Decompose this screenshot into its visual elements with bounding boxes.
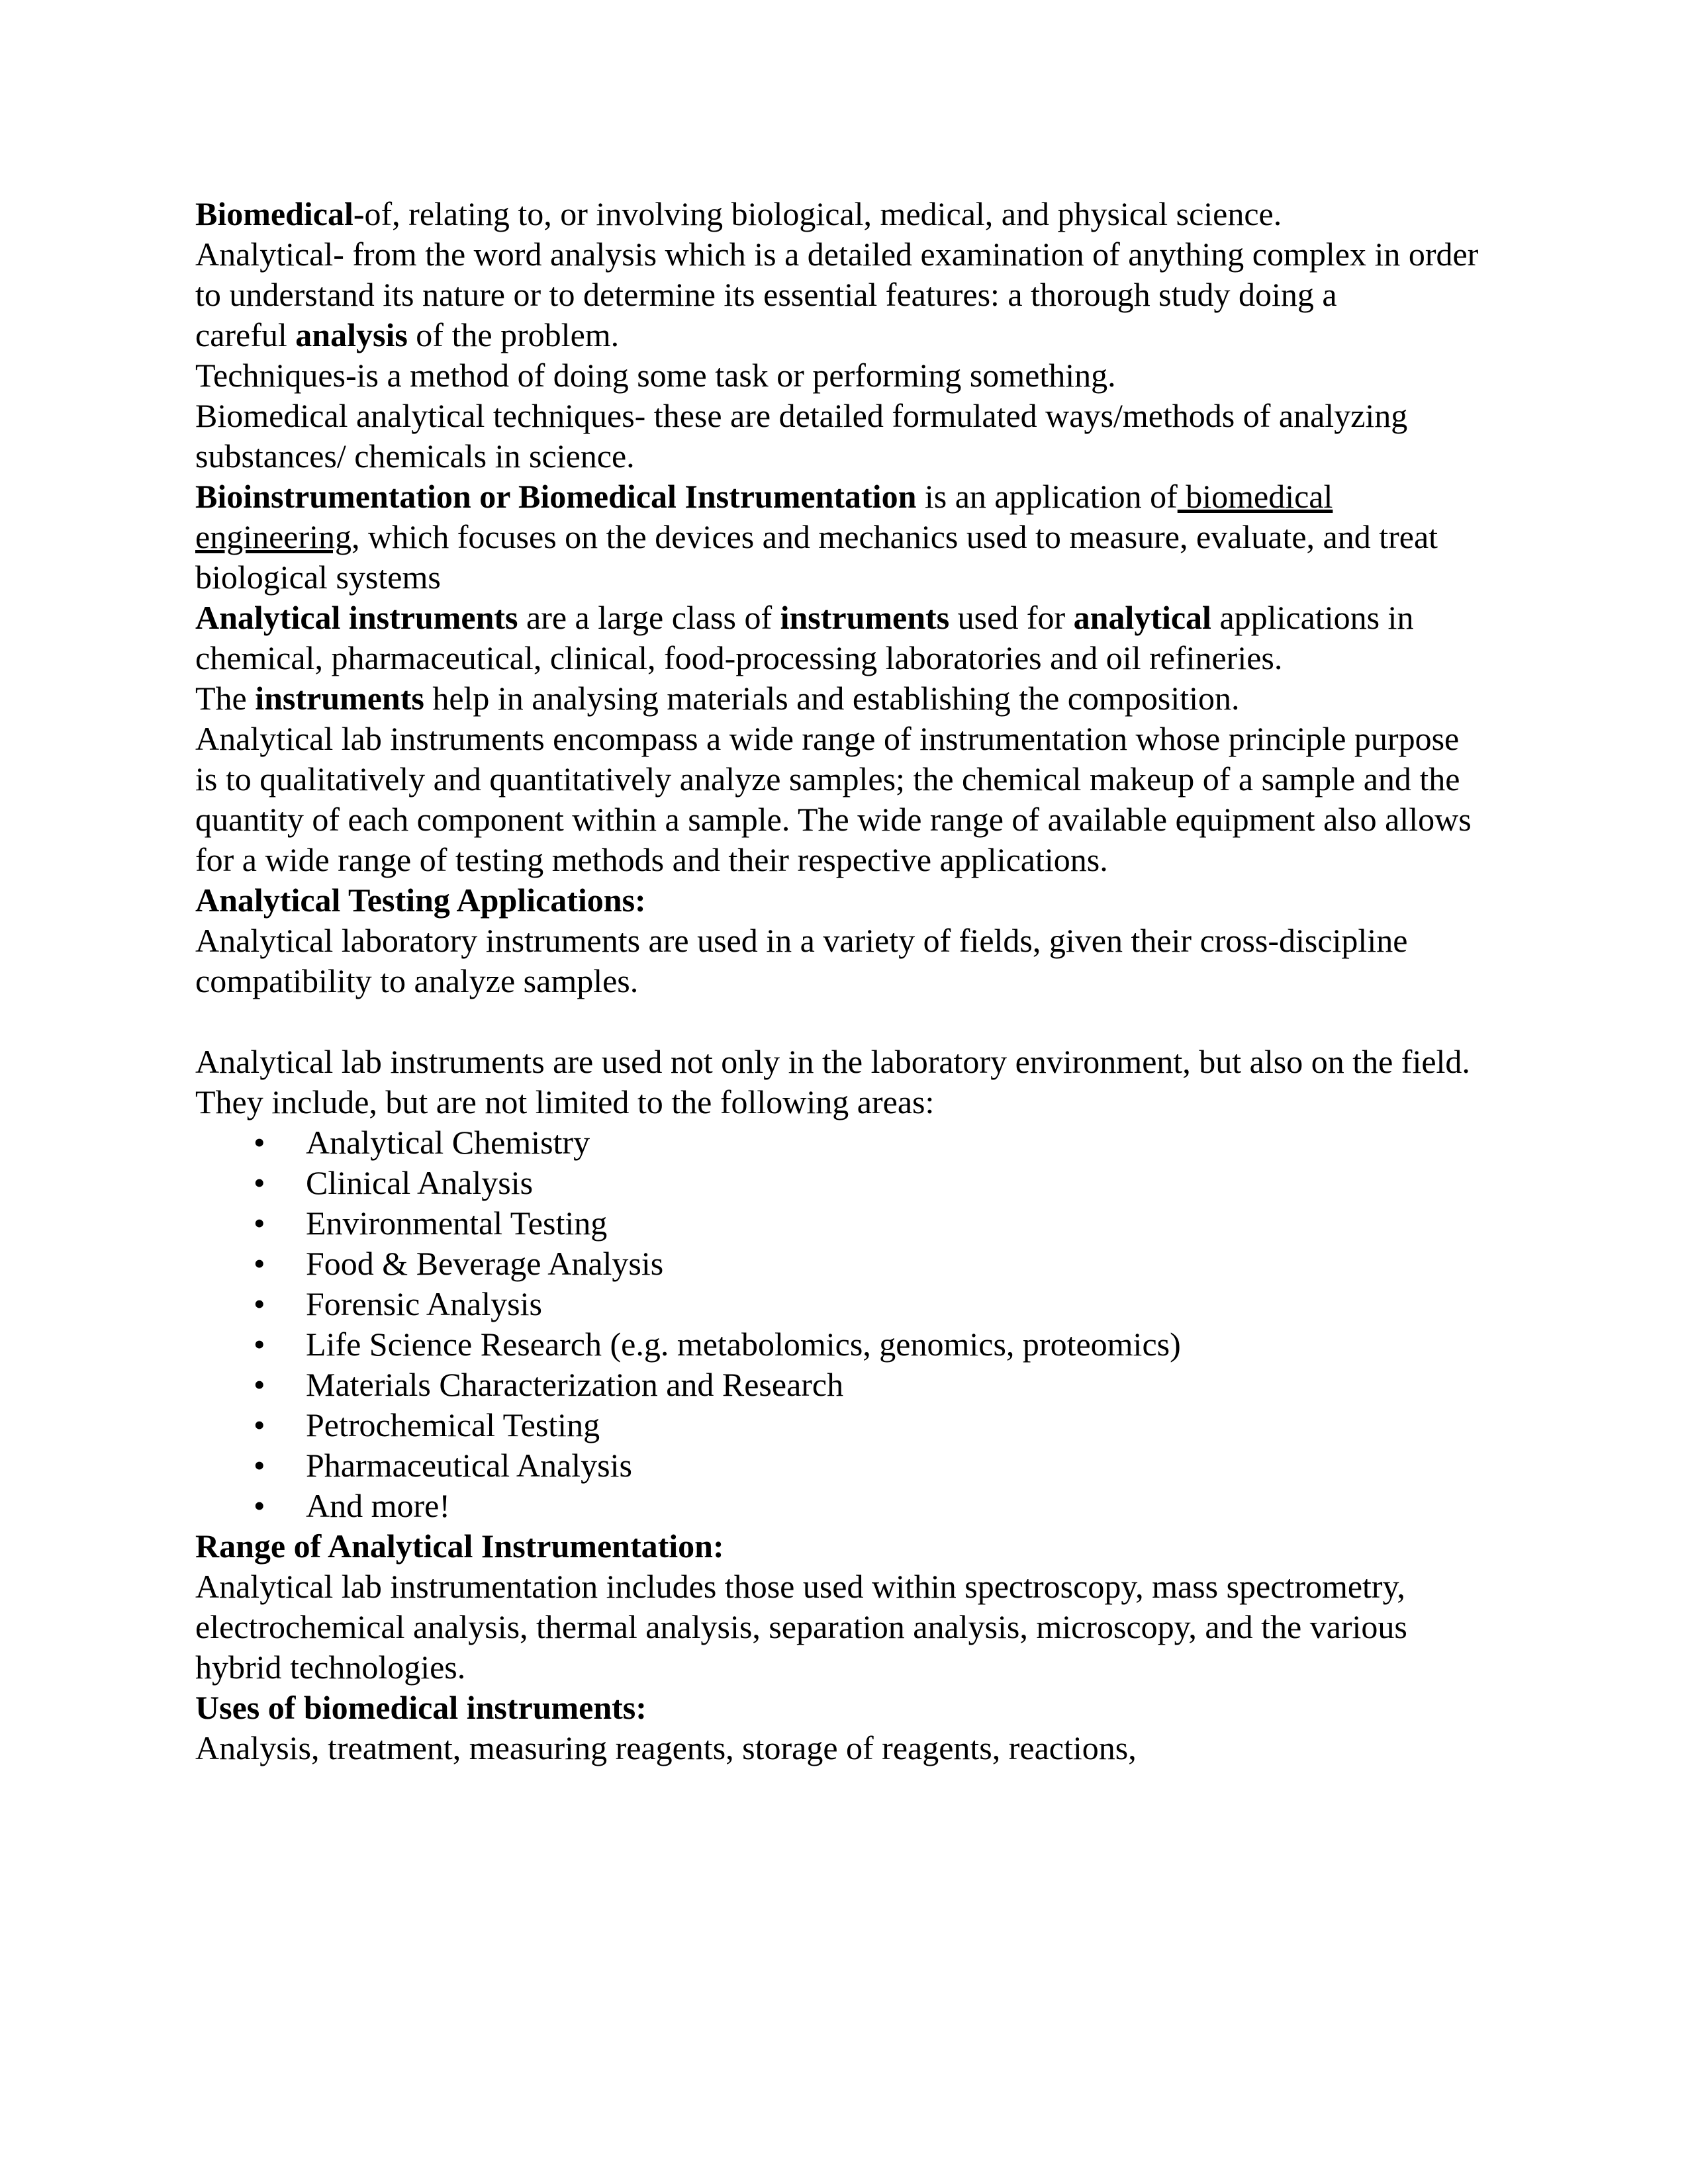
text-line — [195, 759, 1493, 799]
text-segment: for a wide range of testing methods and their respective applications. — [195, 841, 1108, 878]
bullet-list-item-label: Pharmaceutical Analysis — [306, 1447, 632, 1484]
text-segment: are a large class of — [518, 599, 780, 636]
text-line — [195, 275, 1493, 315]
bullet-icon: • — [254, 1205, 265, 1242]
text-segment: to understand its nature or to determine its essential features: a thorough study doing a — [195, 276, 1337, 313]
bullet-list-item — [195, 1203, 1493, 1244]
text-segment: chemical, pharmaceutical, clinical, food-processing laboratories and oil refineries. — [195, 639, 1283, 676]
text-segment: analysis — [295, 316, 408, 353]
bullet-list-item — [195, 1122, 1493, 1163]
bullet-list-item-label: Forensic Analysis — [306, 1285, 542, 1322]
text-segment: Analytical lab instruments encompass a wide range of instrumentation whose principle purpose — [195, 720, 1460, 757]
text-line — [195, 961, 1493, 1001]
text-segment: analytical — [1073, 599, 1211, 636]
bullet-list-item — [195, 1405, 1493, 1445]
text-segment: Analytical instruments — [195, 599, 518, 636]
text-line — [195, 234, 1493, 275]
text-segment: Analytical laboratory instruments are used in a variety of fields, given their cross-discipline — [195, 922, 1408, 959]
bullet-icon: • — [254, 1406, 265, 1443]
bullet-list-item-label: Food & Beverage Analysis — [306, 1245, 664, 1282]
bullet-list-item — [195, 1324, 1493, 1365]
text-segment: is to qualitatively and quantitatively analyze samples; the chemical makeup of a sample and the — [195, 760, 1460, 797]
bullet-list-item-label: Life Science Research (e.g. metabolomics, genomics, proteomics) — [306, 1326, 1181, 1363]
text-segment: instruments — [780, 599, 950, 636]
text-segment: Analytical Testing Applications: — [195, 882, 646, 919]
text-line — [195, 1728, 1493, 1768]
text-line — [195, 436, 1493, 477]
text-segment: , which focuses on the devices and mechanics used to measure, evaluate, and treat — [352, 518, 1438, 555]
text-line — [195, 1688, 1493, 1728]
bullet-list-item — [195, 1163, 1493, 1203]
text-segment: Analytical- from the word analysis which is a detailed examination of anything complex in order — [195, 236, 1479, 273]
text-line — [195, 517, 1493, 557]
bullet-list-item-label: Environmental Testing — [306, 1205, 608, 1242]
bullet-list-item-label: Clinical Analysis — [306, 1164, 534, 1201]
bullet-list-item — [195, 1284, 1493, 1324]
text-line — [195, 355, 1493, 396]
text-segment: Biomedical- — [195, 195, 365, 232]
text-line — [195, 638, 1493, 678]
text-segment: applications in — [1211, 599, 1414, 636]
text-line — [195, 396, 1493, 436]
text-segment: instruments — [255, 680, 424, 717]
text-segment: biological systems — [195, 559, 441, 596]
bullet-icon: • — [254, 1245, 265, 1282]
text-line — [195, 315, 1493, 355]
text-segment: They include, but are not limited to the following areas: — [195, 1083, 935, 1120]
text-segment: is an application of — [916, 478, 1178, 515]
text-line — [195, 1567, 1493, 1607]
text-segment: hybrid technologies. — [195, 1649, 466, 1686]
link-biomedical-engineering[interactable]: engineering — [195, 518, 352, 555]
text-segment: Bioinstrumentation or Biomedical Instrumentation — [195, 478, 917, 515]
text-segment: careful — [195, 316, 296, 353]
text-segment: electrochemical analysis, thermal analysis, separation analysis, microscopy, and the various — [195, 1608, 1407, 1645]
bullet-list-item-label: And more! — [306, 1487, 450, 1524]
text-segment: Biomedical analytical techniques- these are detailed formulated ways/methods of analyzing — [195, 397, 1408, 434]
text-line — [195, 799, 1493, 840]
text-segment: of the problem. — [407, 316, 620, 353]
text-line — [195, 557, 1493, 598]
bullet-list-item — [195, 1244, 1493, 1284]
text-segment: compatibility to analyze samples. — [195, 962, 639, 999]
text-line — [195, 194, 1493, 234]
bullet-icon: • — [254, 1487, 265, 1524]
bullet-icon: • — [254, 1285, 265, 1322]
text-segment: substances/ chemicals in science. — [195, 437, 635, 475]
text-line — [195, 1042, 1493, 1082]
link-biomedical-engineering[interactable]: biomedical — [1177, 478, 1333, 515]
bullet-icon: • — [254, 1366, 265, 1403]
text-line — [195, 477, 1493, 517]
text-line — [195, 921, 1493, 961]
bullet-list-item-label: Petrochemical Testing — [306, 1406, 600, 1443]
text-segment: quantity of each component within a sample. The wide range of available equipment also allows — [195, 801, 1472, 838]
blank-line — [195, 1001, 1493, 1042]
bullet-list-item-label: Materials Characterization and Research — [306, 1366, 844, 1403]
text-segment: of, relating to, or involving biological, medical, and physical science. — [364, 195, 1282, 232]
bullet-icon: • — [254, 1164, 265, 1201]
text-line — [195, 1607, 1493, 1647]
text-segment: Techniques-is a method of doing some task or performing something. — [195, 357, 1116, 394]
text-line — [195, 719, 1493, 759]
bullet-list-item-label: Analytical Chemistry — [306, 1124, 590, 1161]
text-segment: Analytical lab instruments are used not only in the laboratory environment, but also on the field. — [195, 1043, 1470, 1080]
text-line — [195, 1526, 1493, 1567]
text-line — [195, 1082, 1493, 1122]
text-segment: Analysis, treatment, measuring reagents, storage of reagents, reactions, — [195, 1729, 1137, 1766]
text-line — [195, 840, 1493, 880]
bullet-list-item — [195, 1445, 1493, 1486]
text-line — [195, 678, 1493, 719]
bullet-list-item — [195, 1486, 1493, 1526]
text-segment: Range of Analytical Instrumentation: — [195, 1527, 724, 1565]
bullet-icon: • — [254, 1124, 265, 1161]
document-content — [195, 194, 1493, 1768]
text-segment: Analytical lab instrumentation includes those used within spectroscopy, mass spectrometry, — [195, 1568, 1405, 1605]
text-segment: used for — [949, 599, 1074, 636]
bullet-list-item — [195, 1365, 1493, 1405]
text-line — [195, 598, 1493, 638]
bullet-icon: • — [254, 1326, 265, 1363]
text-line — [195, 880, 1493, 921]
text-segment: Uses of biomedical instruments: — [195, 1689, 647, 1726]
text-segment: The — [195, 680, 256, 717]
text-line — [195, 1647, 1493, 1688]
bullet-icon: • — [254, 1447, 265, 1484]
text-segment: help in analysing materials and establishing the composition. — [424, 680, 1240, 717]
